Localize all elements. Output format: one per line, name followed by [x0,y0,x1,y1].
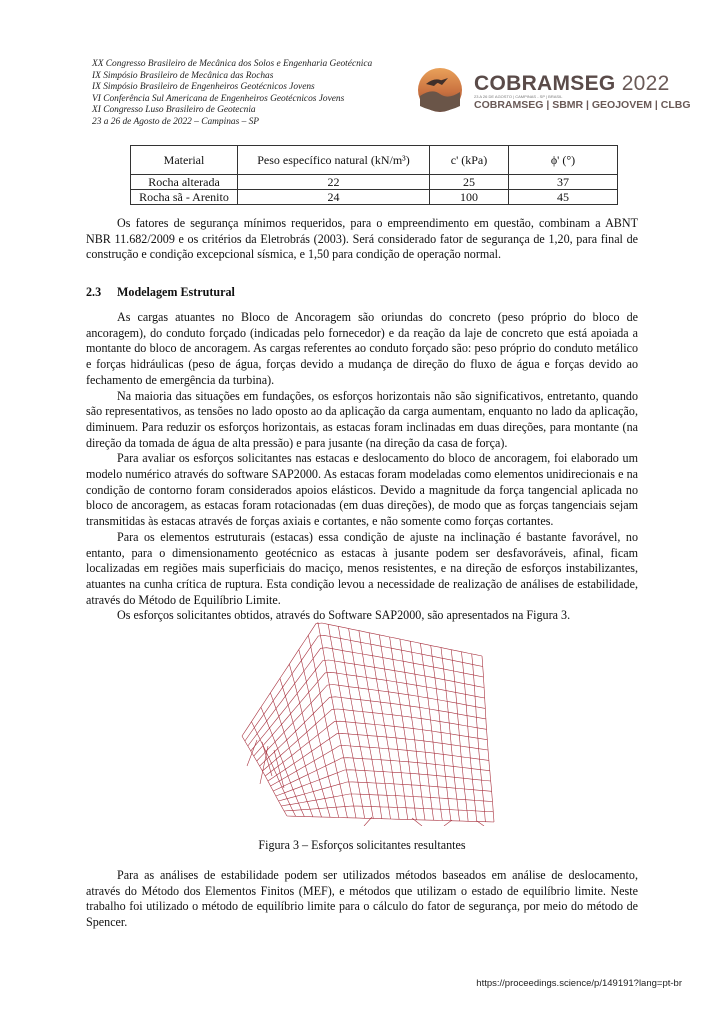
table-cell: 22 [238,175,430,190]
section-body [86,310,638,624]
mesh-line [254,672,485,756]
mesh-line [412,818,422,826]
table-header-cell: ϕ' (°) [509,146,618,175]
body-paragraph: Para avaliar os esforços solicitantes nas estacas e deslocamento do bloco de ancoragem, foi elaborado um modelo numérico através do software SAP2000. As estacas foram modeladas como elementos unidirecionais e na condição de contorno foram considerados apoios elásticos. Devido a magnitude da força tangencial aplicada no bloco de ancoragem, as estacas foram rotacionadas (em duas direções), de modo que as forças tangenciais sejam transmitidas às estacas através de forças axiais e cortantes, e não somente como forças cortantes. [86,451,638,529]
table-header-cell: Material [131,146,238,175]
logo-subtitle: 23 A 26 DE AGOSTO | CAMPINAS - SP | BRASIL [474,94,563,99]
mesh-line [287,816,494,822]
intro-paragraph [86,216,638,263]
header-line: XX Congresso Brasileiro de Mecânica dos Solos e Engenharia Geotécnica [92,59,373,69]
body-paragraph: Na maioria das situações em fundações, os esforços horizontais não são significativos, entretanto, quando são representativos, as tensões no lado oposto ao da aplicação da carga aumentam, enquanto no lado da aplicação, diminuem. Para reduzir os esforços horizontais, as estacas foram inclinadas em duas direções, para montante (na direção da tomada de água de alta pressão) e para jusante (na direção da casa de força). [86,388,638,450]
paragraph-text: Os fatores de segurança mínimos requeridos, para o empreendimento em questão, combinam a ABNT NBR 11.682/2009 e os critérios da Eletrobrás (2003). Será considerado fator de segurança de 1,20, para final de construção e condição excepcional sísmica, e 1,50 para condição de operação normal. [86,216,638,262]
mesh-line [441,648,460,822]
table-row [131,175,618,190]
mesh-line [257,685,486,762]
mesh-line [247,740,257,766]
header-line: 23 a 26 de Agosto de 2022 – Campinas – SP [92,116,260,127]
body-paragraph: Os esforços solicitantes obtidos, através do Software SAP2000, são apresentados na Figura 3. [117,608,571,623]
section-title: Modelagem Estrutural [117,285,235,299]
mesh-line [242,623,482,736]
logo-emblem-icon [414,66,466,114]
table-cell: 100 [430,190,509,205]
footer-url: https://proceedings.science/p/149191?lang=pt-br [476,978,682,989]
logo-organizations: COBRAMSEG | SBMR | GEOJOVEM | CLBG [474,99,691,111]
header-line: IX Simpósio Brasileiro de Mecânica das Rochas [92,70,274,81]
table-row [131,190,618,205]
header-line: IX Simpósio Brasileiro de Engenheiros Geotécnicos Jovens [92,82,315,93]
table-cell: 37 [509,175,618,190]
table-cell: 24 [238,190,430,205]
paragraph-text: Para as análises de estabilidade podem ser utilizados métodos baseados em análise de deslocamento, através do Método dos Elementos Finitos (MEF), e métodos que utilizam o estado de equilíbrio limite. Neste trabalho foi utilizado o método de equilíbrio limite para o cálculo do fator de segurança, por meio do método de Spencer. [86,868,638,930]
figure-caption: Figura 3 – Esforços solicitantes resultantes [258,838,466,852]
mesh-line [248,648,484,746]
section-number: 2.3 [86,285,102,299]
mesh-line [274,750,284,788]
conference-header [92,59,372,129]
header-line: XI Congresso Luso Brasileiro de Geotecnia [92,105,256,116]
fem-mesh-figure [232,616,500,826]
mesh-line [265,721,487,776]
table-header-cell: c' (kPa) [430,146,509,175]
mesh-line [262,742,272,776]
body-paragraph: Para os elementos estruturais (estacas) essa condição de ajuste na inclinação é bastante favorável, no entanto, para o dimensionamento geotécnico as estacas à jusante podem ser desfavoráveis, afinal, ficam localizadas em regiões mais superficiais do maciço, menos resistentes, e na direção de esforços instabilizantes, atuantes na cunha crítica de ruptura. Esta condição levou a necessidade de realização de análises de estabilidade, através do Método de Equilíbrio Limite. [86,529,638,607]
table-cell: 25 [430,175,509,190]
table-header-row [131,146,618,175]
header-line: VI Conferência Sul Americana de Engenheiros Geotécnicos Jovens [92,93,345,104]
mesh-line [431,645,451,820]
mesh-line [252,722,296,817]
section-heading [86,285,235,300]
mesh-line [289,664,330,817]
cobramseg-logo [414,66,691,114]
table-header-cell: Peso específico natural (kN/m³) [238,146,430,175]
mesh-line [369,633,399,820]
material-properties-table [130,145,618,205]
logo-wordmark: COBRAMSEG 2022 [474,72,670,95]
mesh-line [359,631,391,819]
table-cell: 45 [509,190,618,205]
body-paragraph: As cargas atuantes no Bloco de Ancoragem são oriundas do concreto (peso próprio do bloco de ancoragem), do conduto forçado (indicadas pelo fornecedor) e da reação da laje de concreto que está apoiada a montante do bloco de ancoragem. As cargas referentes ao conduto forçado são: peso próprio do conduto metálico e forças hidráulicas (peso de água, forças devido a mudança de direção do fluxo de água e forças devido ao fechamento de emergência da turbina). [86,310,638,387]
table-cell: Rocha alterada [131,175,238,190]
table-cell: Rocha sã - Arenito [131,190,238,205]
closing-paragraph [86,868,638,931]
